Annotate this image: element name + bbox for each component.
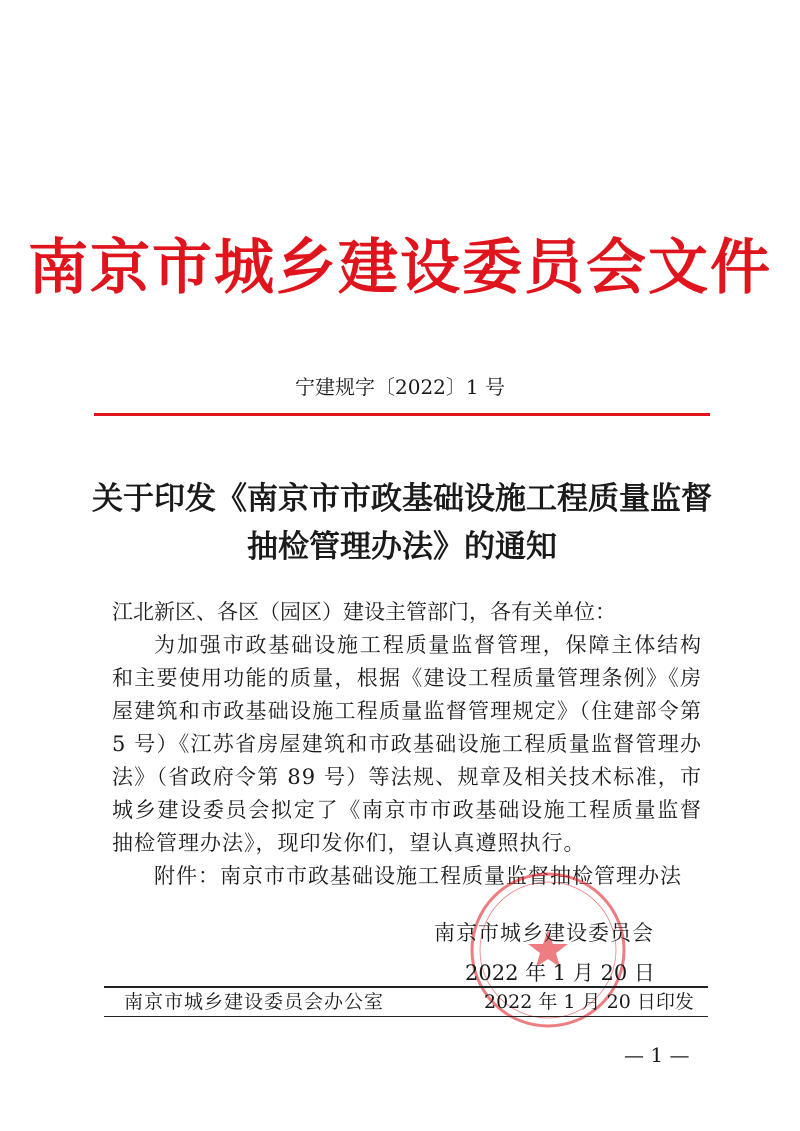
footer-bottom-rule	[104, 1016, 708, 1017]
document-title-line-1: 关于印发《南京市市政基础设施工程质量监督	[92, 481, 712, 517]
issue-date: 2022 年 1 月 20 日	[465, 961, 655, 985]
page-number: — 1 —	[624, 1043, 690, 1067]
document-number: 宁建规字〔2022〕1 号	[295, 375, 505, 399]
attachment-line: 附件：南京市市政基础设施工程质量监督抽检管理办法	[154, 864, 682, 888]
issuer-signature: 南京市城乡建设委员会	[434, 921, 654, 945]
salutation: 江北新区、各区（园区）建设主管部门，各有关单位：	[112, 600, 616, 624]
document-title-line-2: 抽检管理办法》的通知	[247, 529, 557, 565]
document-body	[112, 596, 702, 893]
document-title	[90, 475, 714, 571]
document-header-title: 南京市城乡建设委员会文件	[28, 233, 772, 303]
footer-print-date: 2022 年 1 月 20 日印发	[484, 991, 694, 1013]
body-paragraph: 为加强市政基础设施工程质量监督管理，保障主体结构和主要使用功能的质量，根据《建设工程质量管理条例》《房屋建筑和市政基础设施工程质量监督管理规定》（住建部令第 5 号）《江苏省房屋建筑和市政基础设施工程质量监督管理办法》（省政府令第 89 号）等法规、规章及相关技术标准，市城乡建设委员会拟定了《南京市市政基础设施工程质量监督抽检管理办法》，现印发你们，望认真遵照执行。	[112, 633, 702, 855]
footer-issuing-office: 南京市城乡建设委员会办公室	[124, 991, 385, 1013]
red-divider-line	[94, 413, 710, 416]
